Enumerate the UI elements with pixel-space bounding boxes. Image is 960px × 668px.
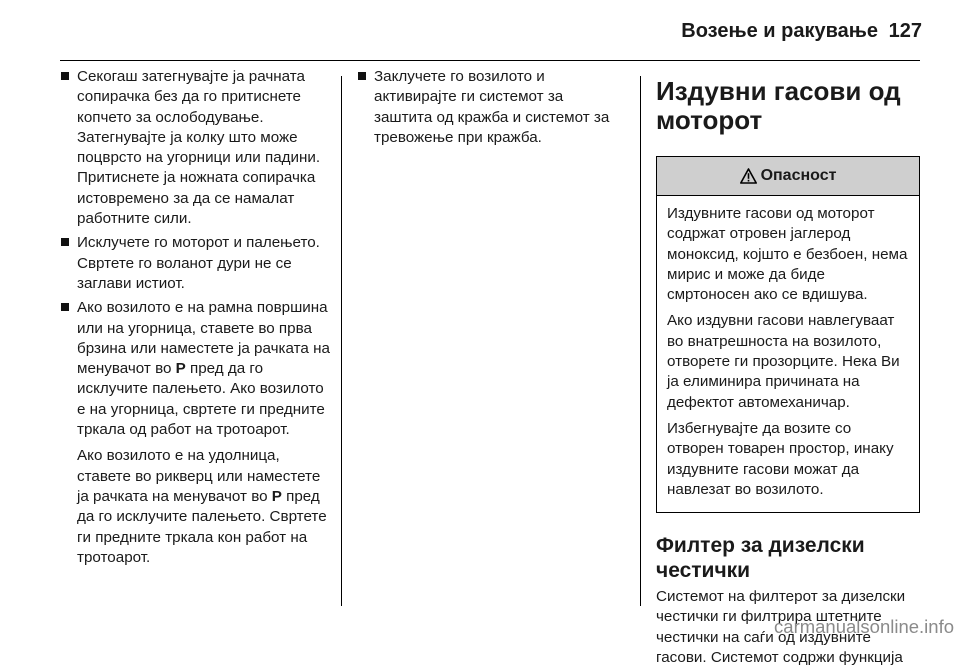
warning-title: Опасност <box>760 166 837 184</box>
warning-paragraph: Ако издувни гасови навлегуваат во внатрешноста на возилото, отворете ги прозорците. Нека Ви ја елиминира причината на дефектот автомеханичар. <box>667 312 900 411</box>
bullet-item: Заклучете го возилото и активирајте ги системот за заштита од кражба и системот за тревожење при кражба. <box>357 67 625 148</box>
gear-letter: P <box>271 487 282 505</box>
warning-header <box>657 157 919 196</box>
bullet-item: Исклучете го моторот и палењето. Свртете го воланот дури не се заглави истиот. <box>60 233 332 294</box>
subsection-heading: Филтер за дизелски честички <box>656 534 865 583</box>
watermark: carmanualsonline.info <box>774 616 954 637</box>
body-paragraph: Системот на филтерот за дизелски честички ги филтрира штетните честички на саѓи од издувните гасови. Системот содржи функција <box>656 588 906 667</box>
gear-letter: P <box>175 360 186 378</box>
header-rule <box>60 60 920 61</box>
right-column <box>656 67 922 668</box>
warning-box <box>656 156 920 513</box>
paragraph-text: пред да го исклучите палењето. Свртете ги предните тркала кон работ на тротоарот. <box>77 487 327 566</box>
warning-paragraph: Издувните гасови од моторот содржат отровен јаглерод моноксид, којшто е безбоен, нема мирис и може да биде смртоносен ако се вдишува. <box>667 205 908 304</box>
bullet-text: пред да го исклучите палењето. Ако возилото е на угорница, свртете ги предните тркала од работ на тротоарот. <box>77 360 325 439</box>
section-heading: Издувни гасови од моторот <box>656 76 901 135</box>
bullet-item <box>60 298 332 440</box>
header-title: Возење и ракување <box>681 20 878 42</box>
bullet-text: Ако возилото е на рамна површина или на угорница, ставете во прва брзина или наместете ја рачката на менувачот во <box>77 299 330 378</box>
column-divider-1 <box>341 76 342 606</box>
bullet-item: Секогаш затегнувајте ја рачната сопирачка без да го притиснете копчето за ослободување. Затегнувајте ја колку што може поцврсто на угорници или падини. Притиснете ја ножната сопирачка истовремено за да се намалат работните сили. <box>60 67 332 229</box>
warning-body <box>657 196 919 512</box>
warning-paragraph: Избегнувајте да возите со отворен товарен простор, инаку издувните гасови можат да навлезат во возилото. <box>667 419 894 498</box>
warning-triangle-icon <box>740 168 757 184</box>
left-column <box>60 67 332 568</box>
column-divider-2 <box>640 76 641 606</box>
page-number: 127 <box>888 20 922 42</box>
paragraph <box>60 446 332 568</box>
paragraph-text: Ако возилото е на удолница, ставете во рикверц или наместете ја рачката на менувачот во <box>77 447 321 505</box>
middle-column <box>357 67 625 152</box>
